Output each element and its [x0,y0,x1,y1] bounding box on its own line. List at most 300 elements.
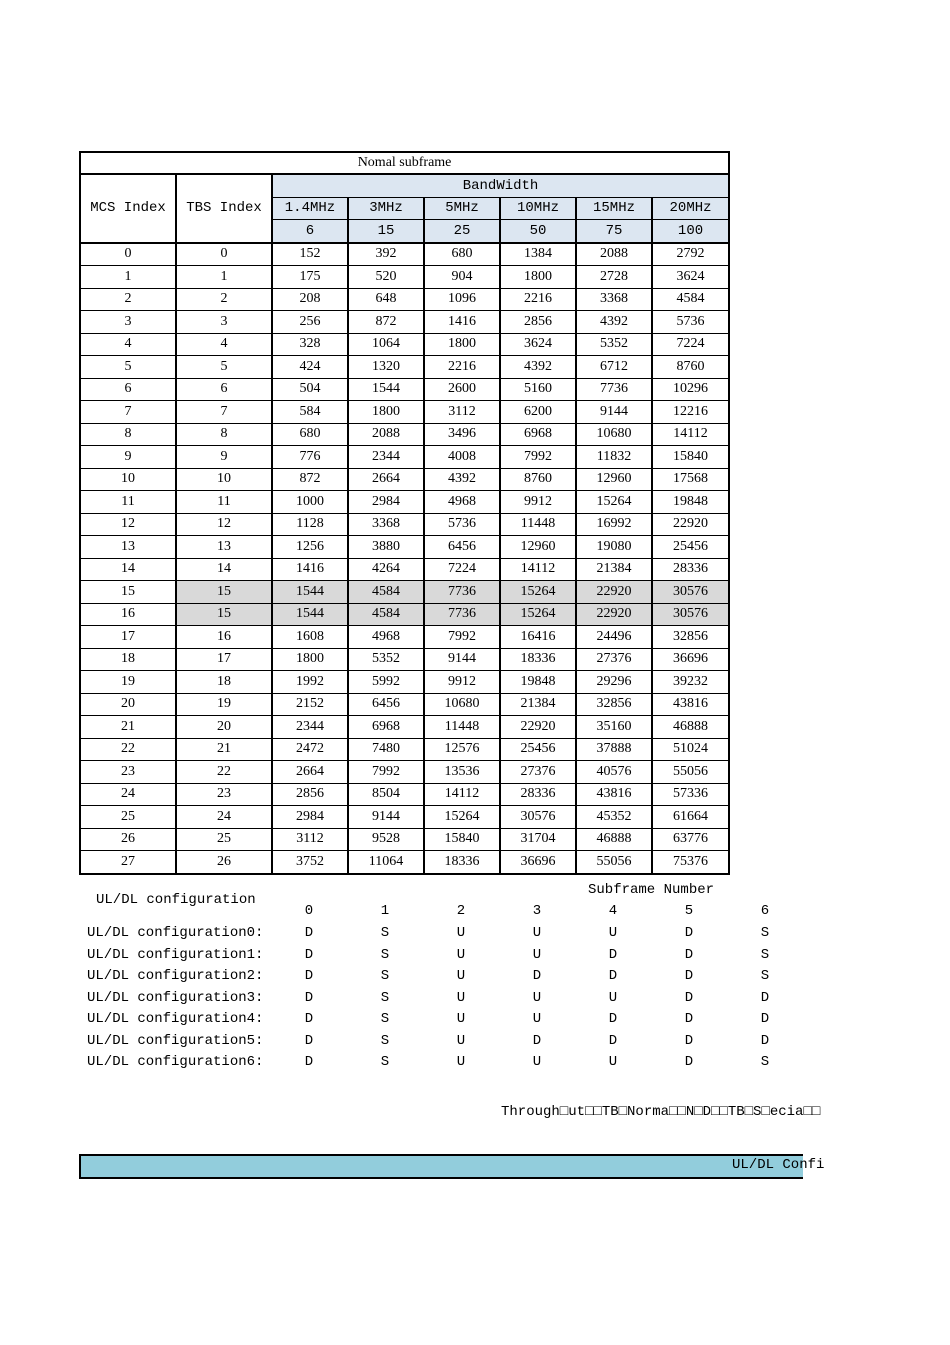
tbs-value-cell: 36696 [500,851,576,874]
tbs-value-cell: 30576 [500,806,576,829]
tbs-value-cell: 2216 [500,288,576,311]
uldl-config-label: UL/DL configuration1: [87,946,264,963]
subframe-type-cell: D [684,925,694,941]
table-row [80,581,729,604]
tbs-value-cell: 40576 [576,761,652,784]
tbs-value-cell: 19848 [500,671,576,694]
subframe-type-cell: U [532,946,542,963]
tbs-value-cell: 7736 [424,581,500,604]
tbs-value-cell: 7224 [652,333,729,356]
tbs-index-cell: 17 [176,648,272,671]
tbs-value-cell: 31704 [500,828,576,851]
table-row [80,558,729,581]
tbs-value-cell: 2472 [272,738,348,761]
tbs-value-cell: 152 [272,243,348,266]
uldl-config-label: UL/DL configuration4: [87,1011,264,1027]
tbs-value-cell: 7992 [348,761,424,784]
tbs-index-cell: 25 [176,828,272,851]
table-row [80,468,729,491]
tbs-value-cell: 1800 [348,401,424,424]
tbs-value-cell: 2152 [272,693,348,716]
subframe-type-cell: D [304,1054,314,1070]
table-row [80,693,729,716]
tbs-value-cell: 680 [424,243,500,266]
tbs-value-cell: 4392 [576,311,652,334]
tbs-value-cell: 9144 [576,401,652,424]
tbs-index-cell: 23 [176,783,272,806]
subframe-type-cell: U [456,946,466,963]
bandwidth-header: BandWidth [272,174,729,197]
tbs-value-cell: 12216 [652,401,729,424]
tbs-value-cell: 872 [272,468,348,491]
tbs-index-cell: 2 [176,288,272,311]
tbs-value-cell: 1544 [272,581,348,604]
tbs-value-cell: 9912 [424,671,500,694]
subframe-type-cell: S [380,989,390,1006]
tbs-value-cell: 1544 [272,603,348,626]
tbs-value-cell: 1384 [500,243,576,266]
tbs-value-cell: 61664 [652,806,729,829]
subframe-type-cell: S [380,946,390,963]
mcs-index-cell: 11 [80,491,176,514]
tbs-value-cell: 7736 [424,603,500,626]
tbs-value-cell: 15840 [652,446,729,469]
mcs-index-cell: 0 [80,243,176,266]
table-row [80,828,729,851]
tbs-value-cell: 15264 [424,806,500,829]
mcs-index-cell: 20 [80,693,176,716]
mcs-index-cell: 23 [80,761,176,784]
tbs-value-cell: 18336 [424,851,500,874]
tbs-value-cell: 51024 [652,738,729,761]
tbs-value-cell: 1800 [500,266,576,289]
tbs-value-cell: 10296 [652,378,729,401]
tbs-value-cell: 1544 [348,378,424,401]
subframe-type-cell: D [684,968,694,984]
tbs-index-cell: 4 [176,333,272,356]
tbs-value-cell: 28336 [652,558,729,581]
subframe-type-cell: U [456,925,466,941]
tbs-value-cell: 2088 [348,423,424,446]
tbs-index-cell: 20 [176,716,272,739]
mcs-index-cell: 6 [80,378,176,401]
subframe-type-cell: D [532,1032,542,1049]
table-row [80,243,729,266]
subframe-type-cell: D [304,968,314,984]
subframe-type-cell: U [608,925,618,941]
tbs-index-cell: 18 [176,671,272,694]
subframe-type-cell: S [380,968,390,984]
tbs-value-cell: 6200 [500,401,576,424]
tbs-value-cell: 520 [348,266,424,289]
tbs-value-cell: 21384 [576,558,652,581]
mcs-index-cell: 7 [80,401,176,424]
resource-block-count: 100 [652,220,729,243]
tbs-value-cell: 7224 [424,558,500,581]
tbs-value-cell: 11448 [424,716,500,739]
subframe-type-cell: D [684,989,694,1006]
tbs-value-cell: 21384 [500,693,576,716]
tbs-value-cell: 2344 [272,716,348,739]
subframe-type-cell: D [760,1011,770,1027]
subframe-type-cell: D [760,1032,770,1049]
tbs-value-cell: 22920 [576,581,652,604]
tbs-value-cell: 2856 [500,311,576,334]
mcs-index-cell: 22 [80,738,176,761]
tbs-index-cell: 12 [176,513,272,536]
tbs-value-cell: 4584 [348,603,424,626]
tbs-table [79,151,730,875]
mcs-index-cell: 2 [80,288,176,311]
tbs-value-cell: 5352 [348,648,424,671]
tbs-index-cell: 7 [176,401,272,424]
subframe-type-cell: U [608,989,618,1006]
tbs-value-cell: 25456 [652,536,729,559]
tbs-value-cell: 6968 [500,423,576,446]
subframe-type-cell: D [760,989,770,1006]
tbs-value-cell: 43816 [652,693,729,716]
tbs-index-cell: 24 [176,806,272,829]
table-row [80,536,729,559]
tbs-value-cell: 1256 [272,536,348,559]
uldl-config-label: UL/DL configuration2: [87,968,264,984]
subframe-type-cell: U [532,989,542,1006]
tbs-value-cell: 2088 [576,243,652,266]
tbs-value-cell: 55056 [576,851,652,874]
subframe-type-cell: D [304,1032,314,1049]
tbs-value-cell: 32856 [652,626,729,649]
table-row [80,626,729,649]
tbs-value-cell: 9144 [348,806,424,829]
tbs-value-cell: 14112 [652,423,729,446]
mcs-index-cell: 4 [80,333,176,356]
uldl-configuration-block [79,878,909,1078]
table-row [80,311,729,334]
tbs-value-cell: 3752 [272,851,348,874]
uldl-config-bar [79,1154,803,1179]
bandwidth-label: 20MHz [652,197,729,220]
tbs-value-cell: 2664 [348,468,424,491]
subframe-type-cell: D [608,1011,618,1027]
subframe-number: 6 [760,903,770,919]
tbs-value-cell: 2728 [576,266,652,289]
tbs-value-cell: 648 [348,288,424,311]
tbs-value-cell: 19848 [652,491,729,514]
tbs-value-cell: 36696 [652,648,729,671]
tbs-value-cell: 15840 [424,828,500,851]
table-row [80,783,729,806]
tbs-index-header: TBS Index [176,174,272,243]
tbs-value-cell: 680 [272,423,348,446]
subframe-type-cell: S [760,968,770,984]
tbs-value-cell: 7992 [424,626,500,649]
tbs-value-cell: 28336 [500,783,576,806]
tbs-value-cell: 63776 [652,828,729,851]
tbs-value-cell: 19080 [576,536,652,559]
table-row [80,716,729,739]
subframe-number: 1 [380,903,390,919]
tbs-value-cell: 392 [348,243,424,266]
mcs-index-cell: 26 [80,828,176,851]
tbs-index-cell: 21 [176,738,272,761]
bandwidth-label: 1.4MHz [272,197,348,220]
tbs-value-cell: 43816 [576,783,652,806]
subframe-type-cell: U [456,1032,466,1049]
tbs-value-cell: 8760 [652,356,729,379]
uldl-config-bar-label: UL/DL Confi [732,1157,825,1173]
tbs-value-cell: 208 [272,288,348,311]
subframe-type-cell: U [532,1011,542,1027]
subframe-type-cell: S [380,1032,390,1049]
tbs-value-cell: 32856 [576,693,652,716]
tbs-value-cell: 256 [272,311,348,334]
subframe-number: 5 [684,903,694,919]
tbs-value-cell: 55056 [652,761,729,784]
subframe-type-cell: D [304,925,314,941]
uldl-config-label: UL/DL configuration0: [87,925,264,941]
tbs-value-cell: 1064 [348,333,424,356]
tbs-value-cell: 7992 [500,446,576,469]
tbs-value-cell: 10680 [576,423,652,446]
mcs-index-cell: 17 [80,626,176,649]
tbs-value-cell: 30576 [652,603,729,626]
tbs-value-cell: 45352 [576,806,652,829]
tbs-value-cell: 7480 [348,738,424,761]
bandwidth-label: 5MHz [424,197,500,220]
subframe-type-cell: S [760,1054,770,1070]
tbs-value-cell: 9912 [500,491,576,514]
tbs-value-cell: 9528 [348,828,424,851]
tbs-value-cell: 504 [272,378,348,401]
mcs-index-cell: 24 [80,783,176,806]
mcs-index-cell: 25 [80,806,176,829]
tbs-value-cell: 2216 [424,356,500,379]
subframe-type-cell: S [760,946,770,963]
tbs-value-cell: 8760 [500,468,576,491]
subframe-type-cell: U [532,925,542,941]
tbs-value-cell: 3112 [424,401,500,424]
resource-block-count: 15 [348,220,424,243]
tbs-value-cell: 35160 [576,716,652,739]
tbs-value-cell: 16416 [500,626,576,649]
table-row [80,356,729,379]
tbs-value-cell: 175 [272,266,348,289]
tbs-index-cell: 9 [176,446,272,469]
tbs-value-cell: 4392 [424,468,500,491]
tbs-value-cell: 1992 [272,671,348,694]
tbs-value-cell: 1800 [424,333,500,356]
mcs-index-cell: 15 [80,581,176,604]
table-row [80,513,729,536]
tbs-value-cell: 22920 [500,716,576,739]
subframe-type-cell: D [532,968,542,984]
tbs-index-cell: 8 [176,423,272,446]
tbs-index-cell: 16 [176,626,272,649]
tbs-value-cell: 4968 [348,626,424,649]
tbs-value-cell: 1128 [272,513,348,536]
mcs-index-cell: 12 [80,513,176,536]
mcs-index-cell: 14 [80,558,176,581]
subframe-type-cell: U [456,1011,466,1027]
resource-block-count: 75 [576,220,652,243]
tbs-value-cell: 15264 [576,491,652,514]
subframe-type-cell: D [608,1032,618,1049]
tbs-index-cell: 22 [176,761,272,784]
table-row [80,378,729,401]
mcs-index-cell: 18 [80,648,176,671]
tbs-value-cell: 1416 [272,558,348,581]
subframe-type-cell: S [380,925,390,941]
tbs-value-cell: 39232 [652,671,729,694]
table-row [80,288,729,311]
subframe-type-cell: U [456,1054,466,1070]
tbs-value-cell: 13536 [424,761,500,784]
tbs-value-cell: 15264 [500,603,576,626]
tbs-value-cell: 6456 [424,536,500,559]
uldl-config-header: UL/DL configuration [96,892,256,908]
subframe-type-cell: D [684,1032,694,1049]
mcs-index-cell: 3 [80,311,176,334]
table-row [80,738,729,761]
mcs-index-cell: 10 [80,468,176,491]
tbs-value-cell: 1320 [348,356,424,379]
tbs-value-cell: 8504 [348,783,424,806]
subframe-type-cell: D [304,1011,314,1027]
tbs-value-cell: 22920 [652,513,729,536]
tbs-index-cell: 19 [176,693,272,716]
tbs-value-cell: 2792 [652,243,729,266]
subframe-number: 2 [456,903,466,919]
tbs-value-cell: 3624 [652,266,729,289]
mcs-index-cell: 21 [80,716,176,739]
mcs-index-header: MCS Index [80,174,176,243]
tbs-value-cell: 2856 [272,783,348,806]
tbs-value-cell: 30576 [652,581,729,604]
tbs-value-cell: 2984 [272,806,348,829]
resource-block-count: 25 [424,220,500,243]
table-row [80,491,729,514]
tbs-value-cell: 776 [272,446,348,469]
resource-block-count: 6 [272,220,348,243]
resource-block-count: 50 [500,220,576,243]
tbs-value-cell: 4264 [348,558,424,581]
uldl-config-label: UL/DL configuration5: [87,1032,264,1049]
table-row [80,806,729,829]
throughput-label: Through□ut□□TB□Norma□□N□D□□TB□S□ecia□□ [501,1104,821,1120]
tbs-index-cell: 1 [176,266,272,289]
tbs-value-cell: 584 [272,401,348,424]
tbs-value-cell: 872 [348,311,424,334]
tbs-value-cell: 75376 [652,851,729,874]
tbs-value-cell: 1800 [272,648,348,671]
tbs-value-cell: 5992 [348,671,424,694]
subframe-type-cell: D [608,946,618,963]
subframe-type-cell: D [684,1011,694,1027]
tbs-index-cell: 3 [176,311,272,334]
tbs-index-cell: 15 [176,603,272,626]
tbs-value-cell: 25456 [500,738,576,761]
tbs-value-cell: 37888 [576,738,652,761]
mcs-index-cell: 27 [80,851,176,874]
tbs-value-cell: 46888 [576,828,652,851]
tbs-value-cell: 2984 [348,491,424,514]
subframe-number-header: Subframe Number [588,882,715,898]
tbs-value-cell: 15264 [500,581,576,604]
bandwidth-label: 15MHz [576,197,652,220]
mcs-index-cell: 8 [80,423,176,446]
tbs-value-cell: 6968 [348,716,424,739]
tbs-value-cell: 12960 [500,536,576,559]
tbs-value-cell: 57336 [652,783,729,806]
tbs-index-cell: 26 [176,851,272,874]
subframe-type-cell: U [456,968,466,984]
uldl-config-label: UL/DL configuration6: [87,1054,264,1070]
tbs-value-cell: 4584 [652,288,729,311]
mcs-index-cell: 19 [80,671,176,694]
tbs-value-cell: 3624 [500,333,576,356]
tbs-value-cell: 18336 [500,648,576,671]
subframe-type-cell: U [608,1054,618,1070]
tbs-index-cell: 5 [176,356,272,379]
tbs-value-cell: 4968 [424,491,500,514]
tbs-index-cell: 6 [176,378,272,401]
tbs-value-cell: 17568 [652,468,729,491]
subframe-type-cell: D [304,946,314,963]
subframe-type-cell: U [456,989,466,1006]
table-row [80,671,729,694]
mcs-index-cell: 5 [80,356,176,379]
tbs-index-cell: 0 [176,243,272,266]
subframe-type-cell: U [532,1054,542,1070]
tbs-value-cell: 4392 [500,356,576,379]
tbs-value-cell: 3496 [424,423,500,446]
tbs-value-cell: 3368 [576,288,652,311]
tbs-value-cell: 10680 [424,693,500,716]
table-row [80,423,729,446]
tbs-value-cell: 14112 [424,783,500,806]
tbs-index-cell: 10 [176,468,272,491]
subframe-type-cell: S [380,1054,390,1070]
tbs-value-cell: 1416 [424,311,500,334]
table-row [80,603,729,626]
tbs-value-cell: 4584 [348,581,424,604]
subframe-type-cell: D [684,946,694,963]
tbs-value-cell: 6712 [576,356,652,379]
subframe-number: 4 [608,903,618,919]
tbs-value-cell: 2344 [348,446,424,469]
tbs-value-cell: 1000 [272,491,348,514]
tbs-value-cell: 2664 [272,761,348,784]
tbs-value-cell: 5736 [652,311,729,334]
tbs-value-cell: 29296 [576,671,652,694]
bandwidth-label: 10MHz [500,197,576,220]
tbs-value-cell: 11064 [348,851,424,874]
tbs-value-cell: 3880 [348,536,424,559]
tbs-value-cell: 3368 [348,513,424,536]
tbs-index-cell: 13 [176,536,272,559]
table-title: Nomal subframe [80,152,729,174]
tbs-value-cell: 2600 [424,378,500,401]
mcs-index-cell: 9 [80,446,176,469]
uldl-config-label: UL/DL configuration3: [87,989,264,1006]
tbs-value-cell: 6456 [348,693,424,716]
tbs-value-cell: 14112 [500,558,576,581]
table-row [80,333,729,356]
tbs-index-cell: 14 [176,558,272,581]
bandwidth-label: 3MHz [348,197,424,220]
mcs-index-cell: 16 [80,603,176,626]
tbs-value-cell: 12576 [424,738,500,761]
